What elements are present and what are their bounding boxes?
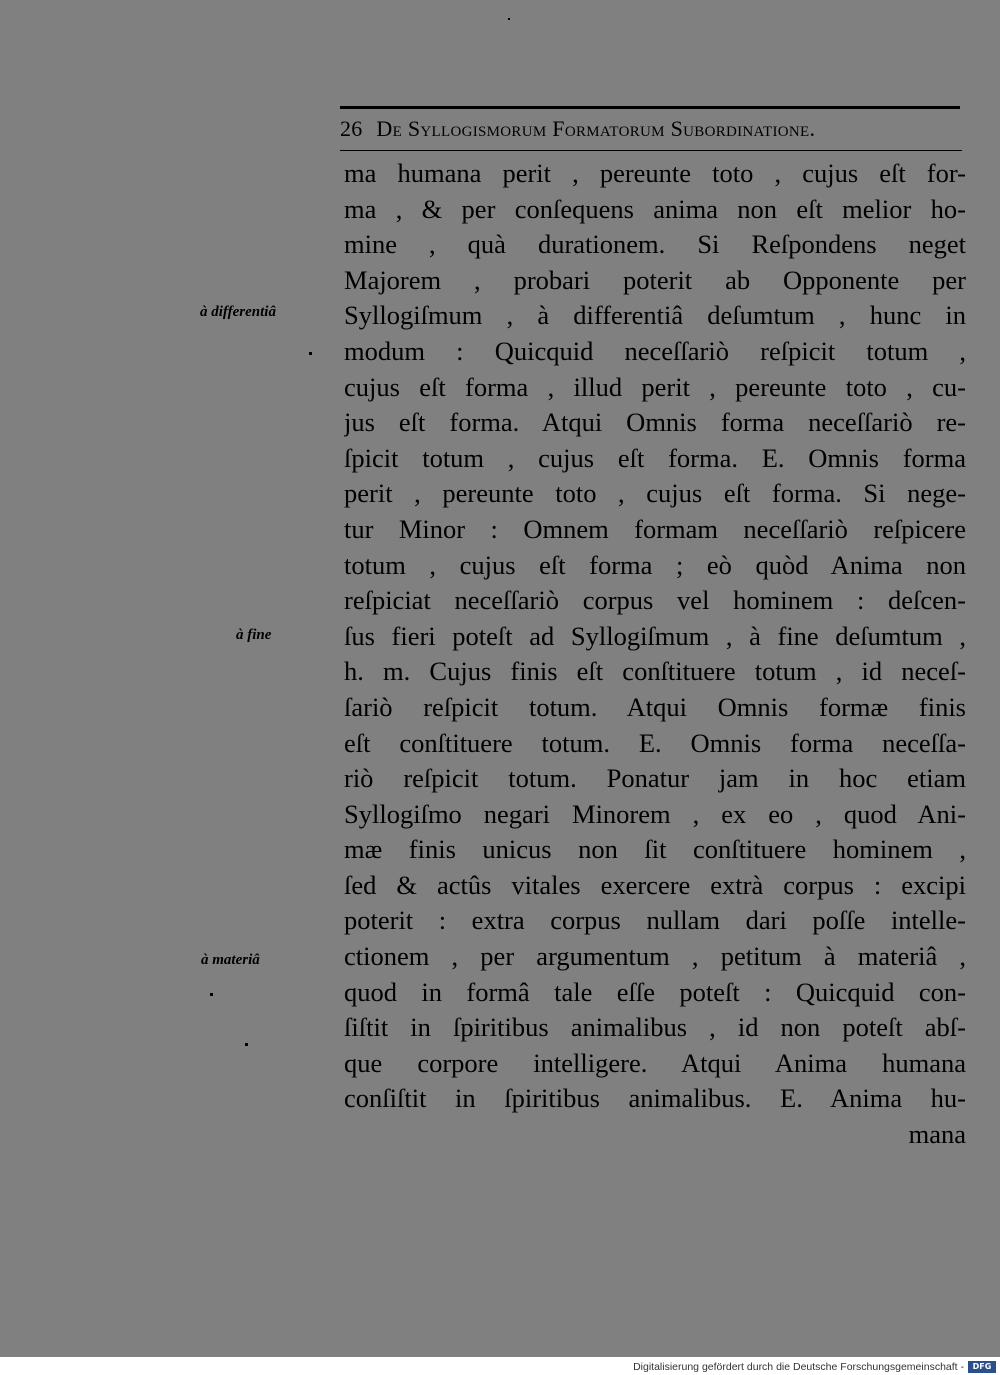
text-line: Syllogiſmo negari Minorem , ex eo , quod Ani- bbox=[344, 798, 966, 829]
page-number: 26 bbox=[340, 116, 363, 141]
dfg-logo: DFG bbox=[968, 1361, 996, 1373]
margin-note-materia: à materiâ bbox=[201, 952, 260, 968]
text-line: ſiſtit in ſpiritibus animalibus , id non poteſt abſ- bbox=[344, 1012, 966, 1043]
text-line: modum : Quicquid neceſſariò reſpicit totum , bbox=[344, 335, 966, 366]
running-title: De Syllogismorum Formatorum Subordinatione. bbox=[376, 116, 816, 141]
text-line: ſus fieri poteſt ad Syllogiſmum , à fine deſumtum , bbox=[344, 620, 966, 651]
text-line: totum , cujus eſt forma ; eò quòd Anima non bbox=[344, 549, 966, 580]
header-underline bbox=[340, 150, 962, 151]
text-line: mine , quà durationem. Si Reſpondens neget bbox=[344, 229, 966, 260]
running-header bbox=[340, 116, 962, 146]
text-line: que corpore intelligere. Atqui Anima humana bbox=[344, 1047, 966, 1078]
text-line: quod in formâ tale eſſe poteſt : Quicquid con- bbox=[344, 976, 966, 1007]
margin-note-differentia: à differentiâ bbox=[200, 304, 276, 320]
text-line: ſed & actûs vitales exercere extrà corpus : excipi bbox=[344, 869, 966, 900]
text-line: ma humana perit , pereunte toto , cujus eſt for- bbox=[344, 158, 966, 188]
text-line: riò reſpicit totum. Ponatur jam in hoc etiam bbox=[344, 763, 966, 794]
text-line: ſariò reſpicit totum. Atqui Omnis formæ finis bbox=[344, 691, 966, 722]
text-line: h. m. Cujus finis eſt conſtituere totum , id neceſ- bbox=[344, 656, 966, 687]
text-line: poterit : extra corpus nullam dari poſſe intelle- bbox=[344, 905, 966, 936]
stray-mark bbox=[309, 352, 312, 355]
digitization-footer bbox=[0, 1359, 1000, 1375]
text-line: Majorem , probari poterit ab Opponente per bbox=[344, 264, 966, 295]
text-line: Syllogiſmum , à differentiâ deſumtum , hunc in bbox=[344, 300, 966, 331]
header-rule bbox=[340, 106, 960, 109]
text-line: ma , & per conſequens anima non eſt melior ho- bbox=[344, 193, 966, 224]
text-line: tur Minor : Omnem formam neceſſariò reſpicere bbox=[344, 513, 966, 544]
text-line: jus eſt forma. Atqui Omnis forma neceſſariò re- bbox=[344, 407, 966, 438]
text-line: eſt conſtituere totum. E. Omnis forma neceſſa- bbox=[344, 727, 966, 758]
stray-mark bbox=[210, 993, 213, 996]
text-line: ctionem , per argumentum , petitum à materiâ , bbox=[344, 941, 966, 972]
margin-note-fine: à fine bbox=[236, 627, 272, 643]
funding-credit: Digitalisierung gefördert durch die Deutsche Forschungsgemeinschaft - bbox=[633, 1361, 964, 1373]
stray-mark bbox=[245, 1043, 248, 1046]
text-line: mæ finis unicus non ſit conſtituere hominem , bbox=[344, 834, 966, 865]
catchword: mana bbox=[908, 1119, 966, 1150]
text-line: reſpiciat neceſſariò corpus vel hominem : deſcen- bbox=[344, 585, 966, 616]
text-line: perit , pereunte toto , cujus eſt forma. Si nege- bbox=[344, 478, 966, 509]
text-line: ſpicit totum , cujus eſt forma. E. Omnis forma bbox=[344, 442, 966, 473]
stray-mark bbox=[508, 18, 510, 20]
page-body-text bbox=[344, 156, 966, 1153]
text-line: cujus eſt forma , illud perit , pereunte toto , cu- bbox=[344, 371, 966, 402]
text-line: conſiſtit in ſpiritibus animalibus. E. Anima hu- bbox=[344, 1083, 966, 1114]
